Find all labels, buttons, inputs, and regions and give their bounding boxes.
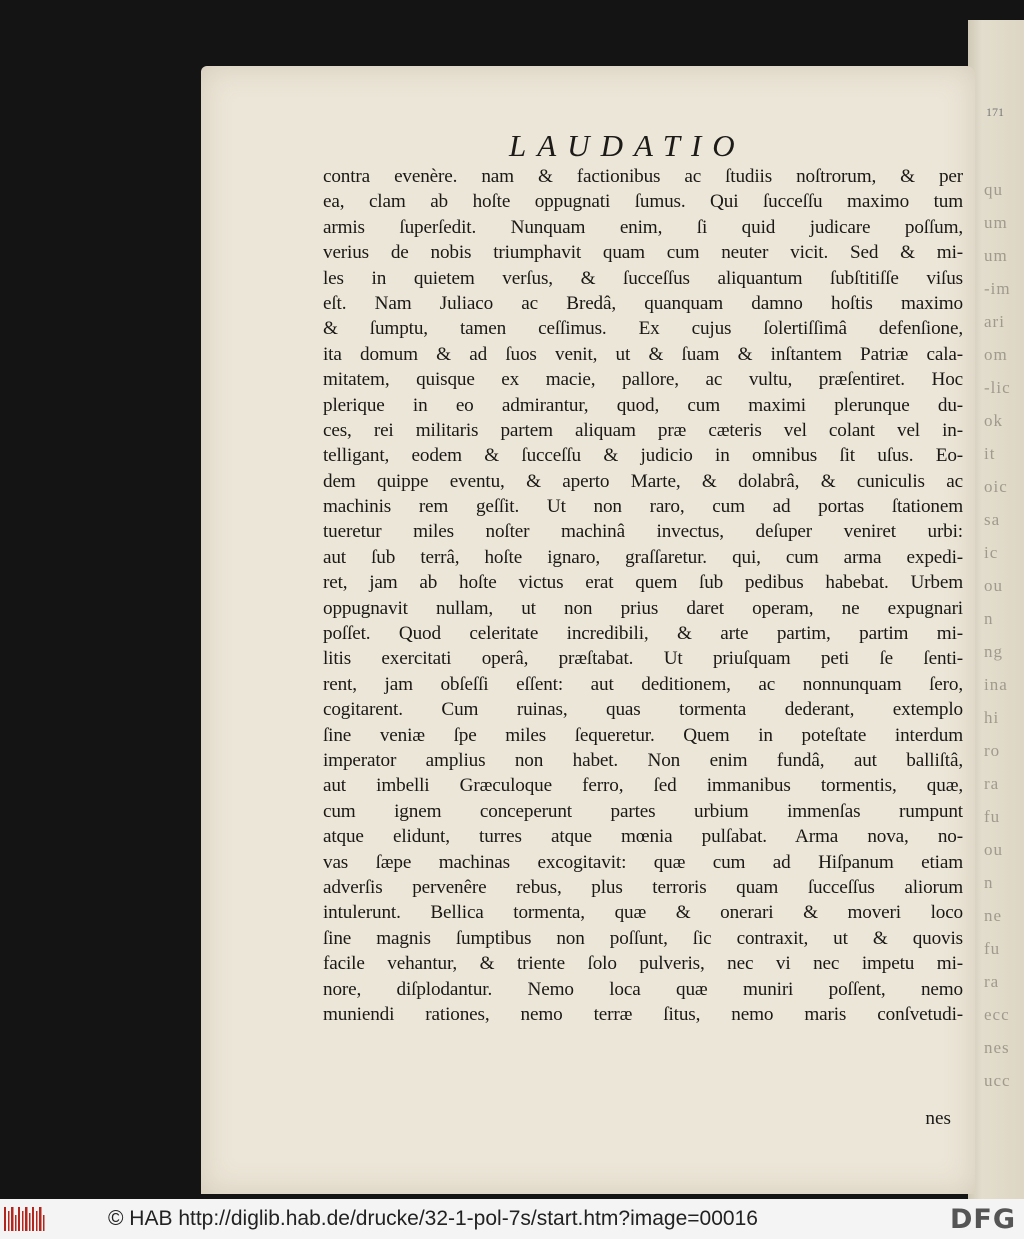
text-line: muniendi rationes, nemo terræ ſitus, nemo maris conſvetudi- [323, 1003, 963, 1025]
text-line: contra evenère. nam & factionibus ac ſtudiis noſtrorum, & per [323, 166, 963, 187]
text-line: dem quippe eventu, & aperto Marte, & dolabrâ, & cuniculis ac [323, 470, 963, 492]
adjacent-leaf-fragment: ari [984, 312, 1005, 331]
adjacent-leaf-fragment: fu [984, 939, 1001, 958]
adjacent-leaf [968, 20, 1024, 1199]
text-line: rent, jam obſeſſi eſſent: aut deditionem, ac nonnunquam ſero, [323, 673, 963, 695]
text-line: mitatem, quisque ex macie, pallore, ac vultu, præſentiret. Hoc [323, 369, 963, 391]
adjacent-leaf-fragment: n [984, 873, 994, 892]
copyright-link[interactable]: © HAB http://diglib.hab.de/drucke/32-1-pol-7s/start.htm?image=00016 [108, 1207, 758, 1230]
adjacent-leaf-fragment: ou [984, 840, 1003, 859]
adjacent-leaf-fragment: ne [984, 906, 1003, 925]
text-line: facile vehantur, & triente ſolo pulveris, nec vi nec impetu mi- [323, 953, 963, 975]
body-text [323, 164, 963, 1027]
adjacent-page-number: 171 [986, 105, 1004, 119]
text-line: vas ſæpe machinas excogitavit: quæ cum ad Hiſpanum etiam [323, 851, 963, 873]
text-line: litis exercitati operâ, præſtabat. Ut priuſquam peti ſe ſenti- [323, 648, 963, 670]
adjacent-leaf-fragment: ecc [984, 1005, 1010, 1024]
adjacent-leaf-fragment: nes [984, 1038, 1010, 1057]
adjacent-leaf-fragment: ok [984, 411, 1003, 430]
adjacent-leaf-fragment: um [984, 246, 1008, 265]
adjacent-leaf-fragment: oic [984, 477, 1008, 496]
catchword: nes [925, 1108, 951, 1129]
text-line: intulerunt. Bellica tormenta, quæ & onerari & moveri loco [323, 902, 963, 924]
adjacent-leaf-fragment: -im [984, 279, 1011, 298]
text-line: aut imbelli Græculoque ferro, ſed immanibus tormentis, quæ, [323, 775, 963, 797]
text-line: ſine magnis ſumptibus non poſſunt, ſic contraxit, ut & quovis [323, 927, 963, 949]
adjacent-leaf-fragment: sa [984, 510, 1001, 529]
dfg-logo: DFG [949, 1204, 1016, 1235]
adjacent-leaf-fragment: ou [984, 576, 1003, 595]
text-line: ret, jam ab hoſte victus erat quem ſub pedibus habebat. Urbem [323, 572, 963, 594]
adjacent-leaf-fragment: um [984, 213, 1008, 232]
text-line: ces, rei militaris partem aliquam præ cæteris vel colant vel in- [323, 419, 963, 441]
text-line: eſt. Nam Juliaco ac Bredâ, quanquam damno hoſtis maximo [323, 292, 963, 314]
hab-barcode-logo-icon [4, 1205, 46, 1233]
text-line: armis ſuperſedit. Nunquam enim, ſi quid judicare poſſum, [323, 216, 963, 238]
text-line: les in quietem verſus, & ſucceſſus aliquantum ſubſtitiſſe viſus [323, 267, 963, 289]
adjacent-leaf-fragment: ina [984, 675, 1008, 694]
text-line: adverſis pervenêre rebus, plus terroris quam ſucceſſus aliorum [323, 876, 963, 898]
book-page [201, 66, 975, 1194]
text-line: poſſet. Quod celeritate incredibili, & arte partim, partim mi- [323, 623, 963, 645]
text-line: ita domum & ad ſuos venit, ut & ſuam & inſtantem Patriæ cala- [323, 343, 963, 365]
adjacent-leaf-fragment: ic [984, 543, 999, 562]
text-line: ſine veniæ ſpe miles ſequeretur. Quem in poteſtate interdum [323, 724, 963, 746]
footer-bar [0, 1199, 1024, 1239]
adjacent-leaf-fragment: it [984, 444, 996, 463]
text-line: cum ignem conceperunt partes urbium immenſas rumpunt [323, 800, 963, 822]
text-line: & ſumptu, tamen ceſſimus. Ex cujus ſolertiſſimâ defenſione, [323, 318, 963, 340]
adjacent-leaf-fragment: om [984, 345, 1008, 364]
adjacent-leaf-fragment: -lic [984, 378, 1011, 397]
text-line: machinis rem geſſit. Ut non raro, cum ad portas ſtationem [323, 496, 963, 518]
text-line: nore, diſplodantur. Nemo loca quæ muniri poſſent, nemo [323, 978, 963, 1000]
text-line: telligant, eodem & ſucceſſu & judicio in omnibus ſit uſus. Eo- [323, 445, 963, 467]
adjacent-leaf-fragment: hi [984, 708, 1000, 727]
adjacent-leaf-fragment: fu [984, 807, 1001, 826]
adjacent-leaf-fragment: n [984, 609, 994, 628]
text-line: plerique in eo admirantur, quod, cum maximi plerunque du- [323, 394, 963, 416]
text-line: atque elidunt, turres atque mœnia pulſabat. Arma nova, no- [323, 826, 963, 848]
text-line: aut ſub terrâ, hoſte ignaro, graſſaretur. qui, cum arma expedi- [323, 546, 963, 568]
text-line: oppugnavit nullam, ut non prius daret operam, ne expugnari [323, 597, 963, 619]
running-head: LAUDATIO [509, 128, 746, 163]
adjacent-leaf-fragment: ucc [984, 1071, 1011, 1090]
adjacent-leaf-fragment: ra [984, 972, 1000, 991]
adjacent-leaf-fragment: qu [984, 180, 1003, 199]
adjacent-leaf-fragment: ng [984, 642, 1003, 661]
text-line: tueretur miles noſter machinâ invectus, deſuper veniret urbi: [323, 521, 963, 543]
text-line: imperator amplius non habet. Non enim fundâ, aut balliſtâ, [323, 749, 963, 771]
text-line: ea, clam ab hoſte oppugnati ſumus. Qui ſucceſſu maximo tum [323, 191, 963, 213]
text-line: cogitarent. Cum ruinas, quas tormenta dederant, extemplo [323, 699, 963, 721]
text-line: verius de nobis triumphavit quam cum neuter vicit. Sed & mi- [323, 242, 963, 264]
adjacent-leaf-fragment: ra [984, 774, 1000, 793]
adjacent-leaf-fragment: ro [984, 741, 1001, 760]
